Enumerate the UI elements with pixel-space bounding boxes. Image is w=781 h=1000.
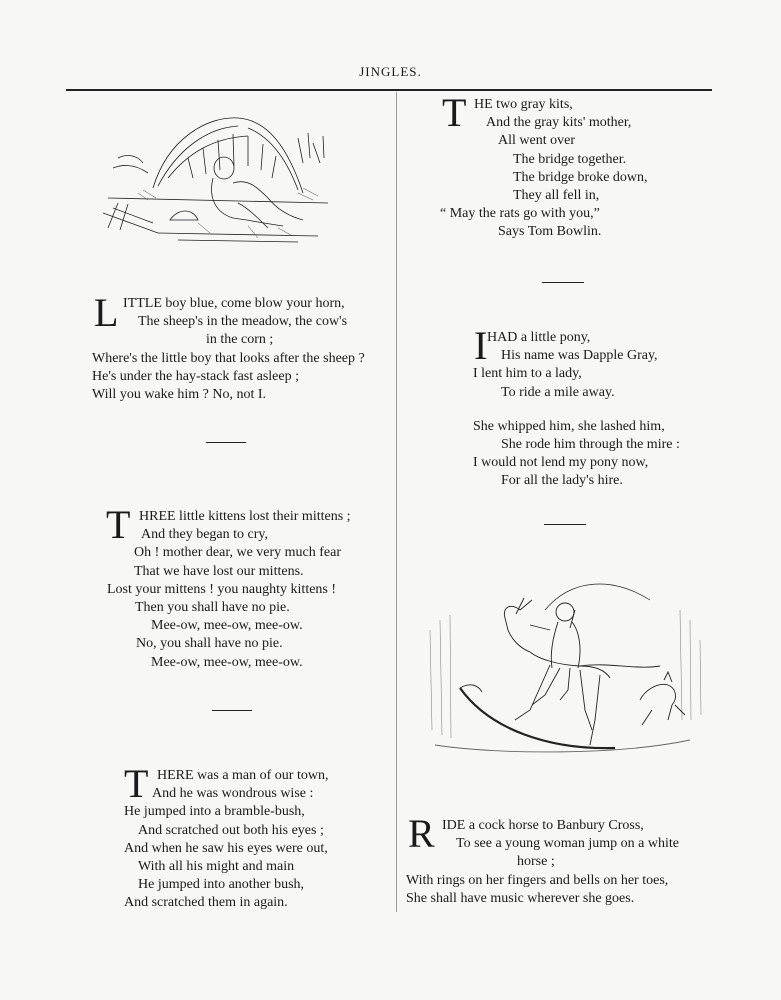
section-divider	[212, 710, 252, 711]
poem-line: To see a young woman jump on a white	[456, 836, 679, 852]
poem-line: And he was wondrous wise :	[152, 786, 314, 802]
poem-line: IDE a cock horse to Banbury Cross,	[442, 818, 644, 833]
poem-line: The bridge together.	[513, 151, 627, 167]
poem-line: I would not lend my pony now,	[473, 455, 649, 471]
poem-line: He jumped into a bramble-bush,	[124, 804, 305, 820]
poem-line: And scratched them in again.	[124, 895, 288, 911]
section-divider	[542, 282, 584, 283]
poem-line: Mee-ow, mee-ow, mee-ow.	[151, 618, 303, 634]
poem-line: With rings on her fingers and bells on her toes,	[406, 872, 669, 888]
dropcap-t: T	[442, 90, 467, 135]
poem-line: “ May the rats go with you,”	[440, 206, 600, 222]
poem-line: The sheep's in the meadow, the cow's	[138, 314, 348, 330]
poem-line: horse ;	[517, 854, 555, 870]
dropcap-i: I	[474, 323, 488, 368]
poem-little-boy-blue	[92, 290, 365, 404]
dropcap-l: L	[94, 290, 119, 335]
section-divider	[544, 524, 586, 525]
poem-line: All went over	[498, 133, 575, 149]
poem-line: Says Tom Bowlin.	[498, 224, 602, 240]
poem-line: Lost your mittens ! you naughty kittens !	[107, 581, 337, 597]
poem-line: She shall have music wherever she goes.	[406, 890, 635, 906]
poem-line: That we have lost our mittens.	[134, 563, 304, 579]
poem-line: Then you shall have no pie.	[135, 600, 290, 616]
poem-line: Mee-ow, mee-ow, mee-ow.	[151, 654, 303, 670]
header-rule	[66, 89, 712, 91]
poem-line: in the corn ;	[206, 332, 274, 348]
poem-line: She whipped him, she lashed him,	[473, 418, 665, 434]
dropcap-r: R	[408, 811, 435, 856]
poem-line: He's under the hay-stack fast asleep ;	[92, 368, 299, 384]
poem-line: I lent him to a lady,	[473, 366, 582, 382]
poem-line: They all fell in,	[513, 188, 600, 204]
column-divider	[396, 92, 397, 912]
boy-haystack-illustration	[98, 108, 348, 248]
poem-line: For all the lady's hire.	[501, 473, 623, 489]
poem-line: And scratched out both his eyes ;	[138, 822, 324, 838]
poem-line: And the gray kits' mother,	[486, 115, 632, 131]
poem-line	[473, 402, 680, 418]
poem-two-gray-kits	[440, 96, 648, 242]
poem-line: HREE little kittens lost their mittens ;	[139, 509, 351, 524]
poem-line: He jumped into another bush,	[138, 877, 305, 893]
rocking-horse-illustration	[420, 570, 710, 770]
poem-line: His name was Dapple Gray,	[501, 348, 658, 364]
section-divider	[206, 442, 246, 443]
dropcap-t: T	[106, 502, 131, 547]
poem-little-pony	[473, 329, 680, 491]
poem-line: ITTLE boy blue, come blow your horn,	[123, 296, 345, 311]
poem-line: With all his might and main	[138, 859, 295, 875]
poem-line: She rode him through the mire :	[501, 437, 680, 453]
running-head: JINGLES.	[359, 64, 422, 79]
poem-line: HERE was a man of our town,	[157, 768, 329, 783]
poem-line: No, you shall have no pie.	[136, 636, 283, 652]
dropcap-t: T	[124, 761, 149, 806]
poem-line: The bridge broke down,	[513, 169, 648, 185]
poem-line: Will you wake him ? No, not I.	[92, 387, 267, 403]
poem-line: Oh ! mother dear, we very much fear	[134, 545, 342, 561]
poem-banbury-cross	[406, 817, 679, 908]
poem-man-of-our-town	[124, 767, 328, 913]
poem-line: HE two gray kits,	[474, 97, 573, 112]
poem-three-little-kittens	[107, 508, 351, 672]
poem-line: HAD a little pony,	[487, 330, 591, 345]
poem-line: To ride a mile away.	[501, 384, 615, 400]
poem-line: Where's the little boy that looks after the sheep ?	[92, 350, 365, 366]
poem-line: And when he saw his eyes were out,	[124, 840, 328, 856]
poem-line: And they began to cry,	[141, 527, 268, 543]
